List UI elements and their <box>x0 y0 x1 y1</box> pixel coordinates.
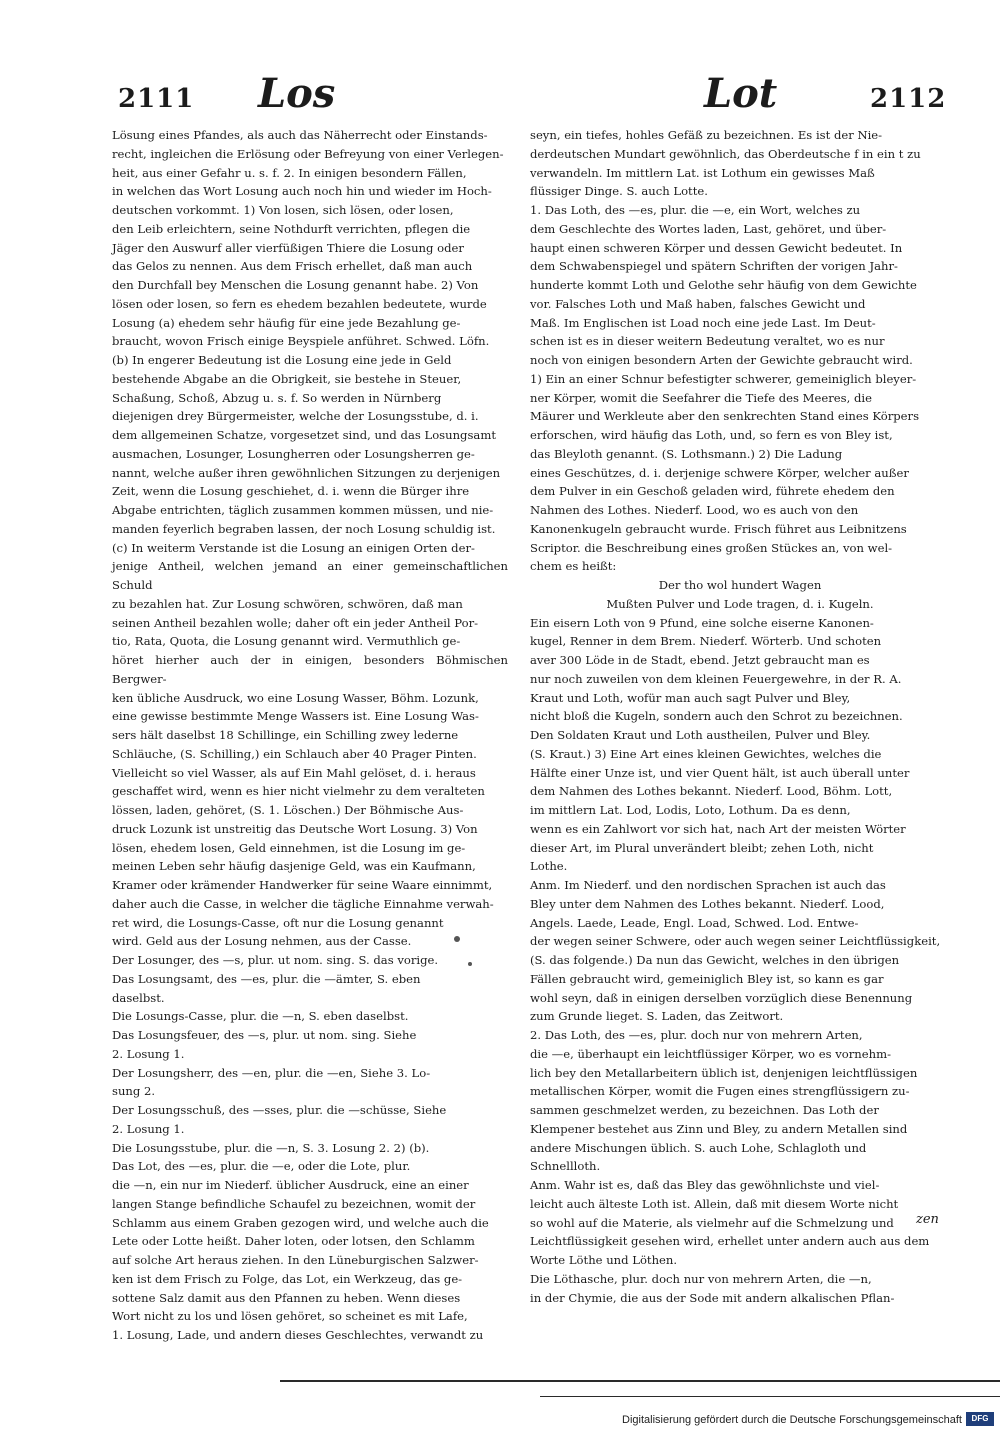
text-line: Anm. Wahr ist es, daß das Bley das gewöhnlichste und viel- <box>530 1178 880 1192</box>
text-line: zu bezahlen hat. Zur Losung schwören, schwören, daß man <box>112 596 463 611</box>
text-line: Kanonenkugeln gebraucht wurde. Frisch führet aus Leibnitzens <box>530 521 907 536</box>
text-line: nur noch zuweilen von dem kleinen Feuergewehre, in der R. A. <box>530 671 902 686</box>
text-line: dieser Art, im Plural unverändert bleibt; zehen Loth, nicht <box>530 840 874 855</box>
text-line: Schaßung, Schoß, Abzug u. s. f. So werden in Nürnberg <box>112 390 442 405</box>
text-line: deutschen vorkommt. 1) Von losen, sich lösen, oder losen, <box>112 203 454 217</box>
ink-spot <box>454 936 460 942</box>
text-line: diejenigen drey Bürgermeister, welche der Losungsstube, d. i. <box>112 409 479 424</box>
text-line: seinen Antheil bezahlen wolle; daher oft ein jeder Antheil Por- <box>112 615 479 630</box>
text-line: derdeutschen Mundart gewöhnlich, das Oberdeutsche f in ein t zu <box>530 146 921 161</box>
text-line: tio, Rata, Quota, die Losung genannt wird. Vermuthlich ge- <box>112 634 461 649</box>
text-line: eine gewisse bestimmte Menge Wassers ist. Eine Losung Was- <box>112 709 479 724</box>
text-line: noch von einigen besondern Arten der Gewichte gebraucht wird. <box>530 353 913 367</box>
text-line: sers hält daselbst 18 Schillinge, ein Schilling zwey lederne <box>112 728 459 742</box>
text-line: braucht, wovon Frisch einige Beyspiele anführet. Schwed. Löfn. <box>112 334 490 349</box>
text-line: seyn, ein tiefes, hohles Gefäß zu bezeichnen. Es ist der Nie- <box>530 128 883 142</box>
text-line: flüssiger Dinge. S. auch Lotte. <box>530 184 708 199</box>
ink-spot <box>468 962 472 966</box>
text-line: andere Mischungen üblich. S. auch Lohe, Schlagloth und <box>530 1140 867 1155</box>
text-line: Das Losungsamt, des —es, plur. die —ämter, S. eben <box>112 971 421 986</box>
text-line: manden feyerlich begraben lassen, der noch Losung schuldig ist. <box>112 521 496 536</box>
text-line: auf solche Art heraus ziehen. In den Lüneburgischen Salzwer- <box>112 1253 479 1267</box>
left-text-column <box>112 126 508 1342</box>
text-line: Maß. Im Englischen ist Load noch eine jede Last. Im Deut- <box>530 315 876 330</box>
left-page-number: 2111 <box>118 84 195 114</box>
text-line: dem allgemeinen Schatze, vorgesetzet sind, und das Losungsamt <box>112 428 496 442</box>
text-line: Die Losungsstube, plur. die —n, S. 3. Losung 2. 2) (b). <box>112 1140 430 1155</box>
text-line: Lothe. <box>530 859 568 874</box>
text-line: druck Lozunk ist unstreitig das Deutsche Wort Losung. 3) Von <box>112 821 478 836</box>
text-line: Der Losungsschuß, des —sses, plur. die —schüsse, Siehe <box>112 1103 447 1117</box>
text-line: so wohl auf die Materie, als vielmehr auf die Schmelzung und <box>530 1215 894 1230</box>
text-line: der wegen seiner Schwere, oder auch wegen seiner Leichtflüssigkeit, <box>530 934 941 949</box>
text-line: Schnellloth. <box>530 1159 601 1174</box>
text-line: leicht auch älteste Loth ist. Allein, daß mit diesem Worte nicht <box>530 1196 899 1211</box>
text-line: ausmachen, Losunger, Losungherren oder Losungsherren ge- <box>112 446 475 461</box>
text-line: vor. Falsches Loth und Maß haben, falsches Gewicht und <box>530 296 866 311</box>
text-line: den Leib erleichtern, seine Nothdurft verrichten, pflegen die <box>112 221 471 236</box>
text-line: Nahmen des Lothes. Niederf. Lood, wo es auch von den <box>530 503 859 517</box>
scan-edge-line <box>540 1396 1000 1397</box>
text-line: Das Lot, des —es, plur. die —e, oder die Lote, plur. <box>112 1159 411 1174</box>
text-line: Hälfte einer Unze ist, und vier Quent hält, ist auch überall unter <box>530 765 910 780</box>
right-text-column <box>530 126 950 1305</box>
text-line: erforschen, wird häufig das Loth, und, so fern es von Bley ist, <box>530 428 893 442</box>
text-line: Abgabe entrichten, täglich zusammen kommen müssen, und nie- <box>112 503 494 517</box>
text-line: daher auch die Casse, in welcher die tägliche Einnahme verwah- <box>112 896 494 911</box>
text-line: schen ist es in dieser weitern Bedeutung veraltet, wo es nur <box>530 334 885 349</box>
text-line: Lete oder Lotte heißt. Daher loten, oder lotsen, den Schlamm <box>112 1234 475 1249</box>
right-running-head: Lot <box>704 70 778 117</box>
text-line: Die Löthasche, plur. doch nur von mehrern Arten, die —n, <box>530 1271 872 1286</box>
text-line: Den Soldaten Kraut und Loth austheilen, Pulver und Bley. <box>530 728 871 742</box>
text-line: 2. Losung 1. <box>112 1121 185 1136</box>
text-line: (S. Kraut.) 3) Eine Art eines kleinen Gewichtes, welches die <box>530 746 882 761</box>
text-line: lössen, laden, gehöret, (S. 1. Löschen.) Der Böhmische Aus- <box>112 803 464 817</box>
text-line: heit, aus einer Gefahr u. s. f. 2. In einigen besondern Fällen, <box>112 165 467 180</box>
text-line: geschaffet wird, wenn es hier nicht vielmehr zu dem veralteten <box>112 784 485 799</box>
text-line: Leichtflüssigkeit gesehen wird, erhellet unter andern auch aus dem <box>530 1234 930 1249</box>
text-line: 1) Ein an einer Schnur befestigter schwerer, gemeiniglich bleyer- <box>530 371 917 386</box>
text-line: Bley unter dem Nahmen des Lothes bekannt. Niederf. Lood, <box>530 896 885 911</box>
catchword: zen <box>916 1212 939 1227</box>
text-line: im mittlern Lat. Lod, Lodis, Loto, Lothum. Da es denn, <box>530 803 851 817</box>
text-line: kugel, Renner in dem Brem. Niederf. Wörterb. Und schoten <box>530 634 882 649</box>
text-line: Der Losunger, des —s, plur. ut nom. sing. S. das vorige. <box>112 953 439 967</box>
text-line: 2. Losung 1. <box>112 1046 185 1061</box>
dfg-logo: DFG <box>966 1412 994 1426</box>
text-line: höret hierher auch der in einigen, besonders Böhmischen Bergwer- <box>112 653 508 686</box>
text-line: wird. Geld aus der Losung nehmen, aus der Casse. <box>112 934 412 949</box>
text-line: lösen, ehedem losen, Geld einnehmen, ist die Losung im ge- <box>112 840 466 855</box>
text-line: dem Nahmen des Lothes bekannt. Niederf. Lood, Böhm. Lott, <box>530 784 893 799</box>
right-page-number: 2112 <box>870 84 947 114</box>
text-line: Das Losungsfeuer, des —s, plur. ut nom. sing. Siehe <box>112 1028 417 1042</box>
text-line: Schläuche, (S. Schilling,) ein Schlauch aber 40 Prager Pinten. <box>112 746 477 761</box>
text-line: Jäger den Auswurf aller vierfüßigen Thiere die Losung oder <box>112 240 464 255</box>
text-line: ken ist dem Frisch zu Folge, das Lot, ein Werkzeug, das ge- <box>112 1271 463 1286</box>
text-line: bestehende Abgabe an die Obrigkeit, sie bestehe in Steuer, <box>112 371 462 386</box>
text-line: haupt einen schweren Körper und dessen Gewicht bedeutet. In <box>530 240 903 255</box>
text-line: hunderte kommt Loth und Gelothe sehr häufig von dem Gewichte <box>530 278 917 292</box>
text-line: Fällen gebraucht wird, gemeiniglich Bley ist, so kann es gar <box>530 971 884 986</box>
text-line: Kraut und Loth, wofür man auch sagt Pulver und Bley, <box>530 690 851 705</box>
text-line: lösen oder losen, so fern es ehedem bezahlen bedeutete, wurde <box>112 296 487 311</box>
text-line: Worte Löthe und Löthen. <box>530 1253 678 1267</box>
text-line: 1. Losung, Lade, und andern dieses Geschlechtes, verwandt zu <box>112 1328 484 1342</box>
text-line: metallischen Körper, womit die Fugen eines strengflüssigern zu- <box>530 1084 910 1099</box>
text-line: Mußten Pulver und Lode tragen, d. i. Kugeln. <box>606 596 874 611</box>
text-line: dem Schwabenspiegel und spätern Schriften der vorigen Jahr- <box>530 259 898 274</box>
text-line: wohl seyn, daß in einigen derselben vorzüglich diese Benennung <box>530 990 913 1005</box>
text-line: Mäurer und Werkleute aber den senkrechten Stand eines Körpers <box>530 409 920 424</box>
text-line: Anm. Im Niederf. und den nordischen Sprachen ist auch das <box>530 878 886 892</box>
text-line: 1. Das Loth, des —es, plur. die —e, ein Wort, welches zu <box>530 203 861 217</box>
text-line: eines Geschützes, d. i. derjenige schwere Körper, welcher außer <box>530 465 909 480</box>
text-line: meinen Leben sehr häufig dasjenige Geld, was ein Kaufmann, <box>112 859 476 874</box>
text-line: (b) In engerer Bedeutung ist die Losung eine jede in Geld <box>112 353 452 367</box>
text-line: recht, ingleichen die Erlösung oder Befreyung von einer Verlegen- <box>112 146 504 161</box>
text-line: dem Geschlechte des Wortes laden, Last, gehöret, und über- <box>530 221 887 236</box>
text-line: Der tho wol hundert Wagen <box>658 578 822 592</box>
scan-edge-line <box>280 1380 1000 1382</box>
text-line: wenn es ein Zahlwort vor sich hat, nach Art der meisten Wörter <box>530 821 906 836</box>
text-line: Kramer oder krämender Handwerker für seine Waare einnimmt, <box>112 878 493 892</box>
text-line: Zeit, wenn die Losung geschiehet, d. i. wenn die Bürger ihre <box>112 484 470 499</box>
text-line: (c) In weiterm Verstande ist die Losung an einigen Orten der- <box>112 540 475 555</box>
text-line: die —e, überhaupt ein leichtflüssiger Körper, wo es vornehm- <box>530 1046 891 1061</box>
text-line: sung 2. <box>112 1084 156 1099</box>
text-line: das Gelos zu nennen. Aus dem Frisch erhellet, daß man auch <box>112 259 473 274</box>
text-line: Losung (a) ehedem sehr häufig für eine jede Bezahlung ge- <box>112 315 461 330</box>
text-line: daselbst. <box>112 990 165 1005</box>
text-line: aver 300 Löde in de Stadt, ebend. Jetzt gebraucht man es <box>530 653 870 667</box>
text-line: das Bleyloth genannt. (S. Lothsmann.) 2) Die Ladung <box>530 446 843 461</box>
text-line: ner Körper, womit die Seefahrer die Tiefe des Meeres, die <box>530 390 872 405</box>
text-line: Die Losungs-Casse, plur. die —n, S. eben daselbst. <box>112 1009 409 1024</box>
digitization-credit: Digitalisierung gefördert durch die Deutsche Forschungsgemeinschaft <box>622 1414 962 1426</box>
text-line: Klempener bestehet aus Zinn und Bley, zu andern Metallen sind <box>530 1121 908 1136</box>
text-line: in der Chymie, die aus der Sode mit andern alkalischen Pflan- <box>530 1290 895 1305</box>
text-line: Ein eisern Loth von 9 Pfund, eine solche eiserne Kanonen- <box>530 615 874 630</box>
text-line: die —n, ein nur im Niederf. üblicher Ausdruck, eine an einer <box>112 1178 469 1192</box>
text-line: Der Losungsherr, des —en, plur. die —en, Siehe 3. Lo- <box>112 1065 431 1080</box>
text-line: chem es heißt: <box>530 559 617 574</box>
text-line: verwandeln. Im mittlern Lat. ist Lothum ein gewisses Maß <box>530 165 875 180</box>
text-line: den Durchfall bey Menschen die Losung genannt habe. 2) Von <box>112 278 479 292</box>
text-line: nannt, welche außer ihren gewöhnlichen Sitzungen zu derjenigen <box>112 465 501 480</box>
text-line: Vielleicht so viel Wasser, als auf Ein Mahl gelöset, d. i. heraus <box>112 765 476 780</box>
text-line: 2. Das Loth, des —es, plur. doch nur von mehrern Arten, <box>530 1028 863 1042</box>
text-line: ken übliche Ausdruck, wo eine Losung Wasser, Böhm. Lozunk, <box>112 690 479 705</box>
text-line: dem Pulver in ein Geschoß geladen wird, führete ehedem den <box>530 484 895 499</box>
text-line: lich bey den Metallarbeitern üblich ist, denjenigen leichtflüssigen <box>530 1065 918 1080</box>
text-line: Scriptor. die Beschreibung eines großen Stückes an, von wel- <box>530 540 893 555</box>
text-line: Lösung eines Pfandes, als auch das Näherrecht oder Einstands- <box>112 128 488 142</box>
text-line: (S. das folgende.) Da nun das Gewicht, welches in den übrigen <box>530 953 900 967</box>
text-line: nicht bloß die Kugeln, sondern auch den Schrot zu bezeichnen. <box>530 709 903 724</box>
left-running-head: Los <box>258 70 336 117</box>
text-line: jenige Antheil, welchen jemand an einer gemeinschaftlichen Schuld <box>112 559 508 592</box>
text-line: in welchen das Wort Losung auch noch hin und wieder im Hoch- <box>112 184 492 199</box>
text-line: zum Grunde lieget. S. Laden, das Zeitwort. <box>530 1009 784 1024</box>
text-line: Schlamm aus einem Graben gezogen wird, und welche auch die <box>112 1215 489 1230</box>
text-line: sammen geschmelzet werden, zu bezeichnen. Das Loth der <box>530 1103 879 1117</box>
text-line: Wort nicht zu los und lösen gehöret, so scheinet es mit Lafe, <box>112 1309 468 1324</box>
text-line: ret wird, die Losungs-Casse, oft nur die Losung genannt <box>112 915 444 930</box>
text-line: langen Stange befindliche Schaufel zu bezeichnen, womit der <box>112 1196 476 1211</box>
text-line: Angels. Laede, Leade, Engl. Load, Schwed. Lod. Entwe- <box>530 915 859 930</box>
text-line: sottene Salz damit aus den Pfannen zu heben. Wenn dieses <box>112 1290 461 1305</box>
